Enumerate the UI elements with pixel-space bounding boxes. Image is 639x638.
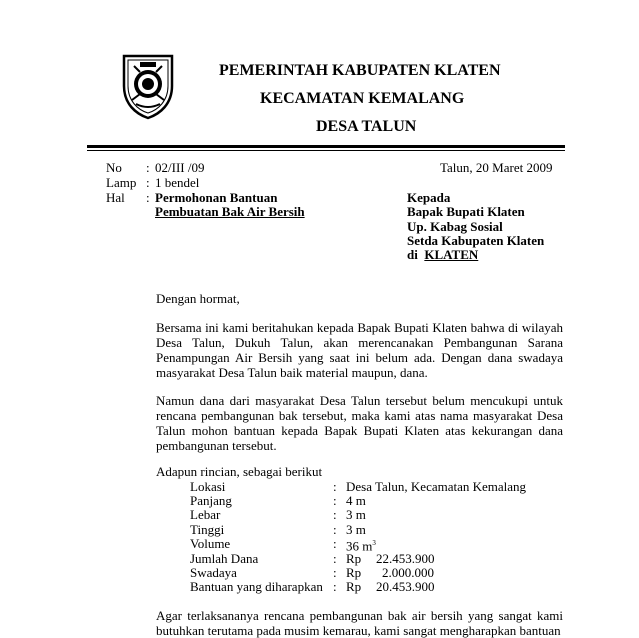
lamp-sep: : bbox=[146, 175, 150, 190]
detail-value: 20.453.900 bbox=[376, 579, 435, 594]
detail-sep: : bbox=[333, 565, 337, 580]
recipient-attention: Up. Kabag Sosial bbox=[407, 219, 503, 234]
detail-value: 36 m bbox=[346, 538, 373, 554]
detail-label: Panjang bbox=[190, 493, 232, 508]
emblem-logo bbox=[120, 52, 176, 120]
detail-currency: Rp bbox=[346, 565, 362, 580]
rincian-intro: Adapun rincian, sebagai berikut bbox=[156, 464, 323, 479]
paragraph-2: Namun dana dari masyarakat Desa Talun tersebut belum mencukupi untuk rencana pembangunan bak tersebut, maka kami atas nama masyarakat Desa Talun mohon bantuan kepada Bapak Bupati Klaten atas kekurangan dana pembangunan tersebut. bbox=[156, 393, 563, 453]
paragraph-1: Bersama ini kami beritahukan kepada Bapak Bupati Klaten bahwa di wilayah Desa Talun, Dukuh Talun, akan merencanakan Pembangunan Sarana Penampungan Air Bersih yang saat ini belum ada. Dengan dana swadaya masyarakat Desa Talun baik material maupun, dana. bbox=[156, 320, 563, 380]
no-label: No bbox=[106, 160, 122, 175]
hal-label: Hal bbox=[106, 190, 125, 205]
hal-sep: : bbox=[146, 190, 150, 205]
recipient-office: Setda Kabupaten Klaten bbox=[407, 233, 545, 248]
detail-sep: : bbox=[333, 536, 337, 551]
no-sep: : bbox=[146, 160, 150, 175]
detail-sep: : bbox=[333, 507, 337, 522]
greeting: Dengan hormat, bbox=[156, 291, 240, 306]
detail-label: Lebar bbox=[190, 507, 221, 522]
header-rule-thick bbox=[87, 145, 565, 148]
detail-value: 2.000.000 bbox=[382, 565, 434, 580]
detail-value: 4 m bbox=[346, 493, 366, 508]
detail-sep: : bbox=[333, 493, 337, 508]
lamp-label: Lamp bbox=[106, 175, 137, 190]
recipient-kepada: Kepada bbox=[407, 190, 451, 205]
detail-label: Lokasi bbox=[190, 479, 226, 494]
recipient-name: Bapak Bupati Klaten bbox=[407, 204, 525, 219]
detail-currency: Rp bbox=[346, 579, 362, 594]
place-date: Talun, 20 Maret 2009 bbox=[440, 160, 553, 175]
detail-label: Swadaya bbox=[190, 565, 237, 580]
detail-label: Tinggi bbox=[190, 522, 225, 537]
detail-label: Volume bbox=[190, 536, 231, 551]
paragraph-3: Agar terlaksananya rencana pembangunan bak air bersih yang sangat kami butuhkan terutama pada musim kemarau, kami sangat mengharapkan bantuan bbox=[156, 608, 563, 638]
detail-sep: : bbox=[333, 522, 337, 537]
recipient-city: KLATEN bbox=[424, 247, 479, 262]
header-rule-thin bbox=[87, 150, 565, 151]
recipient-di: di bbox=[407, 247, 418, 262]
detail-value: Desa Talun, Kecamatan Kemalang bbox=[346, 479, 527, 494]
detail-sep: : bbox=[333, 479, 337, 494]
letterhead-village: DESA TALUN bbox=[316, 118, 417, 135]
detail-value: 3 m bbox=[346, 522, 366, 537]
no-value: 02/III /09 bbox=[155, 160, 205, 175]
detail-value-sup: 3 bbox=[372, 539, 376, 547]
detail-value: 22.453.900 bbox=[376, 551, 435, 566]
detail-value: 3 m bbox=[346, 507, 366, 522]
letterhead-district: KECAMATAN KEMALANG bbox=[260, 90, 465, 107]
lamp-value: 1 bendel bbox=[155, 175, 200, 190]
detail-currency: Rp bbox=[346, 551, 362, 566]
subject-line1: Permohonan Bantuan bbox=[155, 190, 278, 205]
letterhead-government: PEMERINTAH KABUPATEN KLATEN bbox=[219, 62, 501, 79]
detail-sep: : bbox=[333, 551, 337, 566]
detail-sep: : bbox=[333, 579, 337, 594]
detail-label: Bantuan yang diharapkan bbox=[190, 579, 323, 594]
detail-label: Jumlah Dana bbox=[190, 551, 259, 566]
subject-line2: Pembuatan Bak Air Bersih bbox=[155, 204, 305, 219]
recipient-location bbox=[407, 247, 478, 262]
